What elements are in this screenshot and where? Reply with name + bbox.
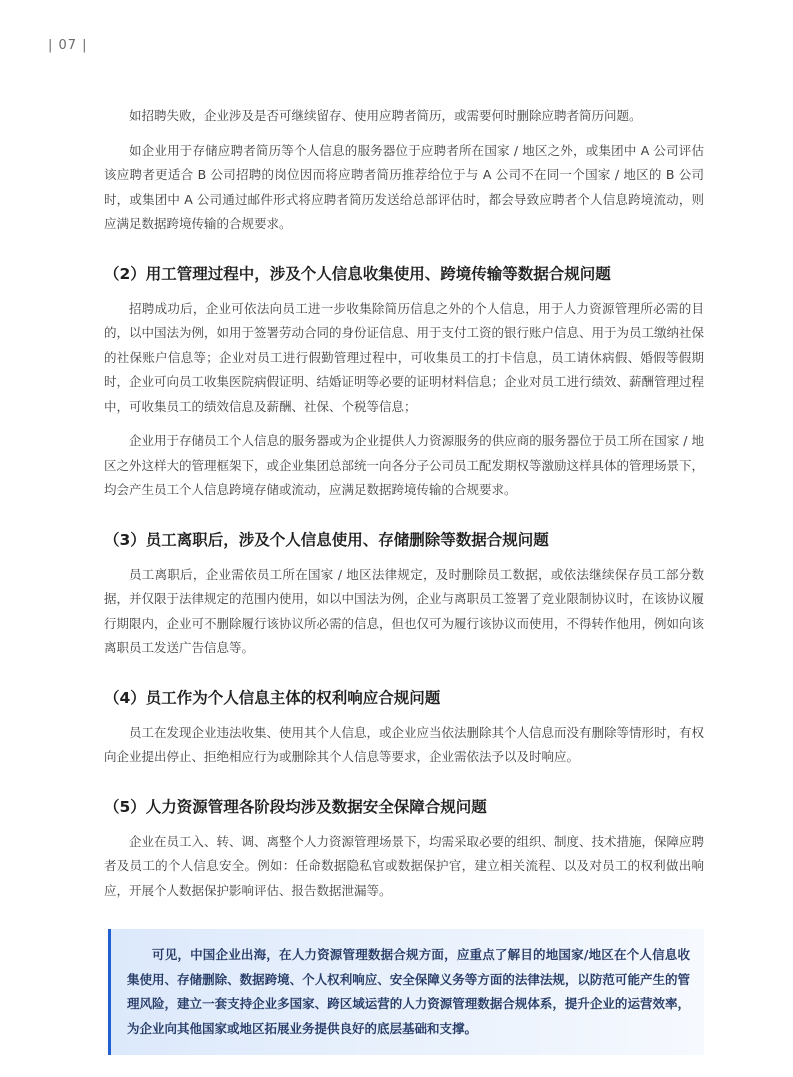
paragraph: 员工在发现企业违法收集、使用其个人信息，或企业应当依法删除其个人信息而没有删除等情形时，有权向企业提出停止、拒绝相应行为或删除其个人信息等要求，企业需依法予以及时响应。	[104, 724, 705, 764]
paragraph: 如企业用于存储应聘者简历等个人信息的服务器位于应聘者所在国家 / 地区之外，或集团中 A 公司评估该应聘者更适合 B 公司招聘的岗位因而将应聘者简历推荐给位于与 A 公司不在同一个国家 / 地区的 B 公司时，或集团中 A 公司通过邮件形式将应聘者简历发送给总部评估时，都会导致应聘者个人信息跨境流动，则应满足数据跨境传输的合规要求。	[104, 142, 704, 231]
page-number: | 07 |	[48, 38, 88, 53]
section-heading-3: （3）员工离职后，涉及个人信息使用、存储删除等数据合规问题	[104, 530, 549, 549]
paragraph: 如招聘失败，企业涉及是否可继续留存、使用应聘者简历，或需要何时删除应聘者简历问题。	[129, 108, 642, 123]
paragraph: 企业在员工入、转、调、离整个人力资源管理场景下，均需采取必要的组织、制度、技术措施，保障应聘者及员工的个人信息安全。例如：任命数据隐私官或数据保护官，建立相关流程、以及对员工的权利做出响应，开展个人数据保护影响评估、报告数据泄漏等。	[104, 833, 705, 898]
callout-text: 可见，中国企业出海，在人力资源管理数据合规方面，应重点了解目的地国家/地区在个人信息收集使用、存储删除、数据跨境、个人权利响应、安全保障义务等方面的法律法规，以防范可能产生的管理风险，建立一套支持企业多国家、跨区域运营的人力资源管理数据合规体系，提升企业的运营效率，为企业向其他国家或地区拓展业务提供良好的底层基础和支撑。	[127, 947, 690, 1036]
paragraph: 员工离职后，企业需依员工所在国家 / 地区法律规定，及时删除员工数据，或依法继续保存员工部分数据，并仅限于法律规定的范围内使用，如以中国法为例，企业与离职员工签署了竞业限制协议时，在该协议履行期限内，企业可不删除履行该协议所必需的信息，但也仅可为履行该协议而使用，不得转作他用，例如向该离职员工发送广告信息等。	[104, 566, 705, 655]
paragraph: 招聘成功后，企业可依法向员工进一步收集除简历信息之外的个人信息，用于人力资源管理所必需的目的，以中国法为例，如用于签署劳动合同的身份证信息、用于支付工资的银行账户信息、用于为员工缴纳社保的社保账户信息等；企业对员工进行假勤管理过程中，可收集员工的打卡信息，员工请休病假、婚假等假期时，企业可向员工收集医院病假证明、结婚证明等必要的证明材料信息；企业对员工进行绩效、薪酬管理过程中，可收集员工的绩效信息及薪酬、社保、个税等信息；	[104, 300, 705, 414]
section-heading-5: （5）人力资源管理各阶段均涉及数据安全保障合规问题	[104, 797, 487, 816]
section-heading-2: （2）用工管理过程中，涉及个人信息收集使用、跨境传输等数据合规问题	[104, 264, 611, 283]
summary-callout	[108, 929, 704, 1055]
document-body	[104, 104, 704, 1055]
section-heading-4: （4）员工作为个人信息主体的权利响应合规问题	[104, 688, 441, 707]
paragraph: 企业用于存储员工个人信息的服务器或为企业提供人力资源服务的供应商的服务器位于员工所在国家 / 地区之外这样大的管理框架下，或企业集团总部统一向各分子公司员工配发期权等激励这样具体的管理场景下，均会产生员工个人信息跨境存储或流动，应满足数据跨境传输的合规要求。	[104, 433, 705, 497]
